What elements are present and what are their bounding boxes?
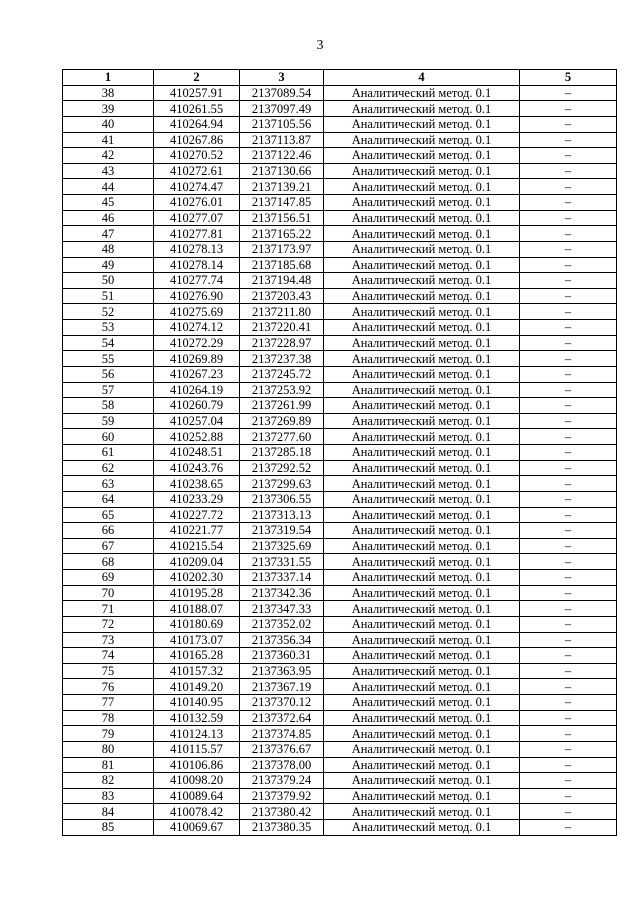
table-row: [63, 570, 617, 586]
point-number-cell: 73: [63, 632, 154, 648]
note-cell: –: [520, 726, 617, 742]
y-coordinate-cell: 2137352.02: [240, 616, 324, 632]
note-cell: –: [520, 773, 617, 789]
x-coordinate-cell: 410149.20: [154, 679, 240, 695]
x-coordinate-cell: 410277.81: [154, 226, 240, 242]
note-cell: –: [520, 523, 617, 539]
x-coordinate-cell: 410157.32: [154, 663, 240, 679]
x-coordinate-cell: 410272.61: [154, 163, 240, 179]
table-row: [63, 538, 617, 554]
x-coordinate-cell: 410233.29: [154, 491, 240, 507]
column-header: 1: [63, 70, 154, 86]
note-cell: –: [520, 616, 617, 632]
method-cell: Аналитический метод. 0.1: [324, 273, 520, 289]
point-number-cell: 53: [63, 320, 154, 336]
table-row: [63, 304, 617, 320]
table-row: [63, 398, 617, 414]
page-number: 3: [316, 38, 324, 53]
column-header: 2: [154, 70, 240, 86]
method-cell: Аналитический метод. 0.1: [324, 429, 520, 445]
y-coordinate-cell: 2137380.35: [240, 820, 324, 836]
method-cell: Аналитический метод. 0.1: [324, 335, 520, 351]
x-coordinate-cell: 410069.67: [154, 820, 240, 836]
method-cell: Аналитический метод. 0.1: [324, 523, 520, 539]
coordinates-table: [62, 69, 617, 836]
x-coordinate-cell: 410180.69: [154, 616, 240, 632]
x-coordinate-cell: 410215.54: [154, 538, 240, 554]
method-cell: Аналитический метод. 0.1: [324, 195, 520, 211]
note-cell: –: [520, 632, 617, 648]
table-row: [63, 257, 617, 273]
note-cell: –: [520, 554, 617, 570]
point-number-cell: 65: [63, 507, 154, 523]
point-number-cell: 61: [63, 445, 154, 461]
table-row: [63, 366, 617, 382]
x-coordinate-cell: 410274.47: [154, 179, 240, 195]
note-cell: –: [520, 648, 617, 664]
method-cell: Аналитический метод. 0.1: [324, 320, 520, 336]
x-coordinate-cell: 410257.91: [154, 85, 240, 101]
y-coordinate-cell: 2137203.43: [240, 288, 324, 304]
x-coordinate-cell: 410089.64: [154, 788, 240, 804]
point-number-cell: 57: [63, 382, 154, 398]
point-number-cell: 49: [63, 257, 154, 273]
method-cell: Аналитический метод. 0.1: [324, 351, 520, 367]
method-cell: Аналитический метод. 0.1: [324, 632, 520, 648]
x-coordinate-cell: 410243.76: [154, 460, 240, 476]
note-cell: –: [520, 679, 617, 695]
method-cell: Аналитический метод. 0.1: [324, 757, 520, 773]
y-coordinate-cell: 2137097.49: [240, 101, 324, 117]
table-row: [63, 773, 617, 789]
table-row: [63, 726, 617, 742]
note-cell: –: [520, 288, 617, 304]
y-coordinate-cell: 2137253.92: [240, 382, 324, 398]
method-cell: Аналитический метод. 0.1: [324, 773, 520, 789]
x-coordinate-cell: 410106.86: [154, 757, 240, 773]
table-row: [63, 695, 617, 711]
x-coordinate-cell: 410274.12: [154, 320, 240, 336]
x-coordinate-cell: 410140.95: [154, 695, 240, 711]
x-coordinate-cell: 410202.30: [154, 570, 240, 586]
note-cell: –: [520, 507, 617, 523]
table-row: [63, 507, 617, 523]
note-cell: –: [520, 663, 617, 679]
note-cell: –: [520, 335, 617, 351]
point-number-cell: 59: [63, 413, 154, 429]
x-coordinate-cell: 410221.77: [154, 523, 240, 539]
method-cell: Аналитический метод. 0.1: [324, 148, 520, 164]
table-row: [63, 320, 617, 336]
table-row: [63, 601, 617, 617]
method-cell: Аналитический метод. 0.1: [324, 726, 520, 742]
table-row: [63, 710, 617, 726]
y-coordinate-cell: 2137360.31: [240, 648, 324, 664]
note-cell: –: [520, 226, 617, 242]
point-number-cell: 41: [63, 132, 154, 148]
table-row: [63, 476, 617, 492]
method-cell: Аналитический метод. 0.1: [324, 366, 520, 382]
point-number-cell: 48: [63, 241, 154, 257]
x-coordinate-cell: 410165.28: [154, 648, 240, 664]
point-number-cell: 64: [63, 491, 154, 507]
y-coordinate-cell: 2137237.38: [240, 351, 324, 367]
table-row: [63, 585, 617, 601]
point-number-cell: 82: [63, 773, 154, 789]
x-coordinate-cell: 410264.94: [154, 116, 240, 132]
note-cell: –: [520, 304, 617, 320]
y-coordinate-cell: 2137147.85: [240, 195, 324, 211]
y-coordinate-cell: 2137374.85: [240, 726, 324, 742]
method-cell: Аналитический метод. 0.1: [324, 554, 520, 570]
y-coordinate-cell: 2137379.92: [240, 788, 324, 804]
point-number-cell: 63: [63, 476, 154, 492]
y-coordinate-cell: 2137211.80: [240, 304, 324, 320]
point-number-cell: 40: [63, 116, 154, 132]
x-coordinate-cell: 410267.86: [154, 132, 240, 148]
y-coordinate-cell: 2137105.56: [240, 116, 324, 132]
table-row: [63, 757, 617, 773]
table-row: [63, 616, 617, 632]
note-cell: –: [520, 366, 617, 382]
point-number-cell: 42: [63, 148, 154, 164]
point-number-cell: 67: [63, 538, 154, 554]
x-coordinate-cell: 410275.69: [154, 304, 240, 320]
x-coordinate-cell: 410115.57: [154, 741, 240, 757]
note-cell: –: [520, 132, 617, 148]
point-number-cell: 56: [63, 366, 154, 382]
y-coordinate-cell: 2137277.60: [240, 429, 324, 445]
note-cell: –: [520, 382, 617, 398]
x-coordinate-cell: 410098.20: [154, 773, 240, 789]
y-coordinate-cell: 2137089.54: [240, 85, 324, 101]
note-cell: –: [520, 257, 617, 273]
point-number-cell: 58: [63, 398, 154, 414]
y-coordinate-cell: 2137173.97: [240, 241, 324, 257]
x-coordinate-cell: 410195.28: [154, 585, 240, 601]
method-cell: Аналитический метод. 0.1: [324, 570, 520, 586]
x-coordinate-cell: 410260.79: [154, 398, 240, 414]
y-coordinate-cell: 2137342.36: [240, 585, 324, 601]
table-row: [63, 648, 617, 664]
note-cell: –: [520, 398, 617, 414]
table-row: [63, 679, 617, 695]
x-coordinate-cell: 410238.65: [154, 476, 240, 492]
method-cell: Аналитический метод. 0.1: [324, 585, 520, 601]
x-coordinate-cell: 410276.90: [154, 288, 240, 304]
x-coordinate-cell: 410272.29: [154, 335, 240, 351]
method-cell: Аналитический метод. 0.1: [324, 413, 520, 429]
y-coordinate-cell: 2137325.69: [240, 538, 324, 554]
note-cell: –: [520, 570, 617, 586]
note-cell: –: [520, 429, 617, 445]
table-row: [63, 663, 617, 679]
method-cell: Аналитический метод. 0.1: [324, 538, 520, 554]
y-coordinate-cell: 2137285.18: [240, 445, 324, 461]
x-coordinate-cell: 410277.74: [154, 273, 240, 289]
table-row: [63, 804, 617, 820]
point-number-cell: 79: [63, 726, 154, 742]
y-coordinate-cell: 2137313.13: [240, 507, 324, 523]
table-row: [63, 351, 617, 367]
table-row: [63, 413, 617, 429]
x-coordinate-cell: 410264.19: [154, 382, 240, 398]
method-cell: Аналитический метод. 0.1: [324, 382, 520, 398]
method-cell: Аналитический метод. 0.1: [324, 288, 520, 304]
x-coordinate-cell: 410248.51: [154, 445, 240, 461]
method-cell: Аналитический метод. 0.1: [324, 398, 520, 414]
y-coordinate-cell: 2137337.14: [240, 570, 324, 586]
point-number-cell: 71: [63, 601, 154, 617]
point-number-cell: 50: [63, 273, 154, 289]
note-cell: –: [520, 413, 617, 429]
note-cell: –: [520, 741, 617, 757]
table-header-row: [63, 70, 617, 86]
point-number-cell: 76: [63, 679, 154, 695]
method-cell: Аналитический метод. 0.1: [324, 820, 520, 836]
note-cell: –: [520, 320, 617, 336]
method-cell: Аналитический метод. 0.1: [324, 210, 520, 226]
method-cell: Аналитический метод. 0.1: [324, 241, 520, 257]
table-row: [63, 382, 617, 398]
y-coordinate-cell: 2137113.87: [240, 132, 324, 148]
table-row: [63, 85, 617, 101]
y-coordinate-cell: 2137156.51: [240, 210, 324, 226]
y-coordinate-cell: 2137367.19: [240, 679, 324, 695]
method-cell: Аналитический метод. 0.1: [324, 788, 520, 804]
column-header: 3: [240, 70, 324, 86]
point-number-cell: 85: [63, 820, 154, 836]
method-cell: Аналитический метод. 0.1: [324, 101, 520, 117]
x-coordinate-cell: 410278.13: [154, 241, 240, 257]
method-cell: Аналитический метод. 0.1: [324, 695, 520, 711]
y-coordinate-cell: 2137139.21: [240, 179, 324, 195]
method-cell: Аналитический метод. 0.1: [324, 507, 520, 523]
y-coordinate-cell: 2137299.63: [240, 476, 324, 492]
note-cell: –: [520, 148, 617, 164]
note-cell: –: [520, 538, 617, 554]
table-row: [63, 288, 617, 304]
point-number-cell: 55: [63, 351, 154, 367]
x-coordinate-cell: 410188.07: [154, 601, 240, 617]
point-number-cell: 75: [63, 663, 154, 679]
y-coordinate-cell: 2137372.64: [240, 710, 324, 726]
point-number-cell: 72: [63, 616, 154, 632]
note-cell: –: [520, 101, 617, 117]
method-cell: Аналитический метод. 0.1: [324, 648, 520, 664]
x-coordinate-cell: 410252.88: [154, 429, 240, 445]
note-cell: –: [520, 210, 617, 226]
y-coordinate-cell: 2137380.42: [240, 804, 324, 820]
x-coordinate-cell: 410257.04: [154, 413, 240, 429]
table-row: [63, 210, 617, 226]
x-coordinate-cell: 410269.89: [154, 351, 240, 367]
x-coordinate-cell: 410124.13: [154, 726, 240, 742]
point-number-cell: 74: [63, 648, 154, 664]
table-body: [63, 85, 617, 835]
table-row: [63, 460, 617, 476]
x-coordinate-cell: 410278.14: [154, 257, 240, 273]
note-cell: –: [520, 757, 617, 773]
method-cell: Аналитический метод. 0.1: [324, 804, 520, 820]
table-row: [63, 101, 617, 117]
note-cell: –: [520, 195, 617, 211]
point-number-cell: 47: [63, 226, 154, 242]
note-cell: –: [520, 601, 617, 617]
note-cell: –: [520, 460, 617, 476]
table-row: [63, 429, 617, 445]
method-cell: Аналитический метод. 0.1: [324, 460, 520, 476]
point-number-cell: 38: [63, 85, 154, 101]
y-coordinate-cell: 2137194.48: [240, 273, 324, 289]
note-cell: –: [520, 804, 617, 820]
column-header: 5: [520, 70, 617, 86]
point-number-cell: 39: [63, 101, 154, 117]
point-number-cell: 54: [63, 335, 154, 351]
point-number-cell: 69: [63, 570, 154, 586]
y-coordinate-cell: 2137292.52: [240, 460, 324, 476]
table-row: [63, 273, 617, 289]
table-row: [63, 195, 617, 211]
note-cell: –: [520, 710, 617, 726]
x-coordinate-cell: 410267.23: [154, 366, 240, 382]
method-cell: Аналитический метод. 0.1: [324, 226, 520, 242]
y-coordinate-cell: 2137331.55: [240, 554, 324, 570]
y-coordinate-cell: 2137245.72: [240, 366, 324, 382]
method-cell: Аналитический метод. 0.1: [324, 741, 520, 757]
y-coordinate-cell: 2137228.97: [240, 335, 324, 351]
point-number-cell: 51: [63, 288, 154, 304]
table-row: [63, 632, 617, 648]
method-cell: Аналитический метод. 0.1: [324, 257, 520, 273]
point-number-cell: 60: [63, 429, 154, 445]
method-cell: Аналитический метод. 0.1: [324, 601, 520, 617]
point-number-cell: 66: [63, 523, 154, 539]
table-row: [63, 523, 617, 539]
y-coordinate-cell: 2137370.12: [240, 695, 324, 711]
y-coordinate-cell: 2137185.68: [240, 257, 324, 273]
note-cell: –: [520, 491, 617, 507]
x-coordinate-cell: 410277.07: [154, 210, 240, 226]
note-cell: –: [520, 179, 617, 195]
point-number-cell: 84: [63, 804, 154, 820]
note-cell: –: [520, 788, 617, 804]
method-cell: Аналитический метод. 0.1: [324, 132, 520, 148]
note-cell: –: [520, 351, 617, 367]
table-row: [63, 491, 617, 507]
point-number-cell: 62: [63, 460, 154, 476]
x-coordinate-cell: 410276.01: [154, 195, 240, 211]
point-number-cell: 70: [63, 585, 154, 601]
method-cell: Аналитический метод. 0.1: [324, 85, 520, 101]
method-cell: Аналитический метод. 0.1: [324, 710, 520, 726]
point-number-cell: 43: [63, 163, 154, 179]
y-coordinate-cell: 2137363.95: [240, 663, 324, 679]
table-row: [63, 148, 617, 164]
note-cell: –: [520, 476, 617, 492]
table-row: [63, 788, 617, 804]
point-number-cell: 46: [63, 210, 154, 226]
y-coordinate-cell: 2137379.24: [240, 773, 324, 789]
y-coordinate-cell: 2137319.54: [240, 523, 324, 539]
y-coordinate-cell: 2137306.55: [240, 491, 324, 507]
table-row: [63, 179, 617, 195]
x-coordinate-cell: 410132.59: [154, 710, 240, 726]
note-cell: –: [520, 116, 617, 132]
note-cell: –: [520, 695, 617, 711]
x-coordinate-cell: 410078.42: [154, 804, 240, 820]
y-coordinate-cell: 2137376.67: [240, 741, 324, 757]
method-cell: Аналитический метод. 0.1: [324, 445, 520, 461]
point-number-cell: 68: [63, 554, 154, 570]
method-cell: Аналитический метод. 0.1: [324, 679, 520, 695]
point-number-cell: 83: [63, 788, 154, 804]
table-row: [63, 741, 617, 757]
y-coordinate-cell: 2137269.89: [240, 413, 324, 429]
note-cell: –: [520, 163, 617, 179]
point-number-cell: 78: [63, 710, 154, 726]
x-coordinate-cell: 410209.04: [154, 554, 240, 570]
point-number-cell: 80: [63, 741, 154, 757]
table-row: [63, 554, 617, 570]
point-number-cell: 44: [63, 179, 154, 195]
table-row: [63, 226, 617, 242]
x-coordinate-cell: 410227.72: [154, 507, 240, 523]
table-row: [63, 335, 617, 351]
method-cell: Аналитический метод. 0.1: [324, 491, 520, 507]
method-cell: Аналитический метод. 0.1: [324, 476, 520, 492]
table-row: [63, 820, 617, 836]
method-cell: Аналитический метод. 0.1: [324, 663, 520, 679]
note-cell: –: [520, 241, 617, 257]
table-row: [63, 163, 617, 179]
x-coordinate-cell: 410270.52: [154, 148, 240, 164]
note-cell: –: [520, 445, 617, 461]
point-number-cell: 77: [63, 695, 154, 711]
note-cell: –: [520, 585, 617, 601]
note-cell: –: [520, 85, 617, 101]
table-row: [63, 241, 617, 257]
y-coordinate-cell: 2137130.66: [240, 163, 324, 179]
y-coordinate-cell: 2137165.22: [240, 226, 324, 242]
x-coordinate-cell: 410261.55: [154, 101, 240, 117]
y-coordinate-cell: 2137261.99: [240, 398, 324, 414]
table-row: [63, 116, 617, 132]
point-number-cell: 52: [63, 304, 154, 320]
method-cell: Аналитический метод. 0.1: [324, 179, 520, 195]
method-cell: Аналитический метод. 0.1: [324, 163, 520, 179]
note-cell: –: [520, 273, 617, 289]
table-row: [63, 445, 617, 461]
y-coordinate-cell: 2137122.46: [240, 148, 324, 164]
table-row: [63, 132, 617, 148]
y-coordinate-cell: 2137378.00: [240, 757, 324, 773]
y-coordinate-cell: 2137220.41: [240, 320, 324, 336]
column-header: 4: [324, 70, 520, 86]
method-cell: Аналитический метод. 0.1: [324, 616, 520, 632]
x-coordinate-cell: 410173.07: [154, 632, 240, 648]
point-number-cell: 45: [63, 195, 154, 211]
method-cell: Аналитический метод. 0.1: [324, 116, 520, 132]
y-coordinate-cell: 2137347.33: [240, 601, 324, 617]
point-number-cell: 81: [63, 757, 154, 773]
y-coordinate-cell: 2137356.34: [240, 632, 324, 648]
method-cell: Аналитический метод. 0.1: [324, 304, 520, 320]
note-cell: –: [520, 820, 617, 836]
